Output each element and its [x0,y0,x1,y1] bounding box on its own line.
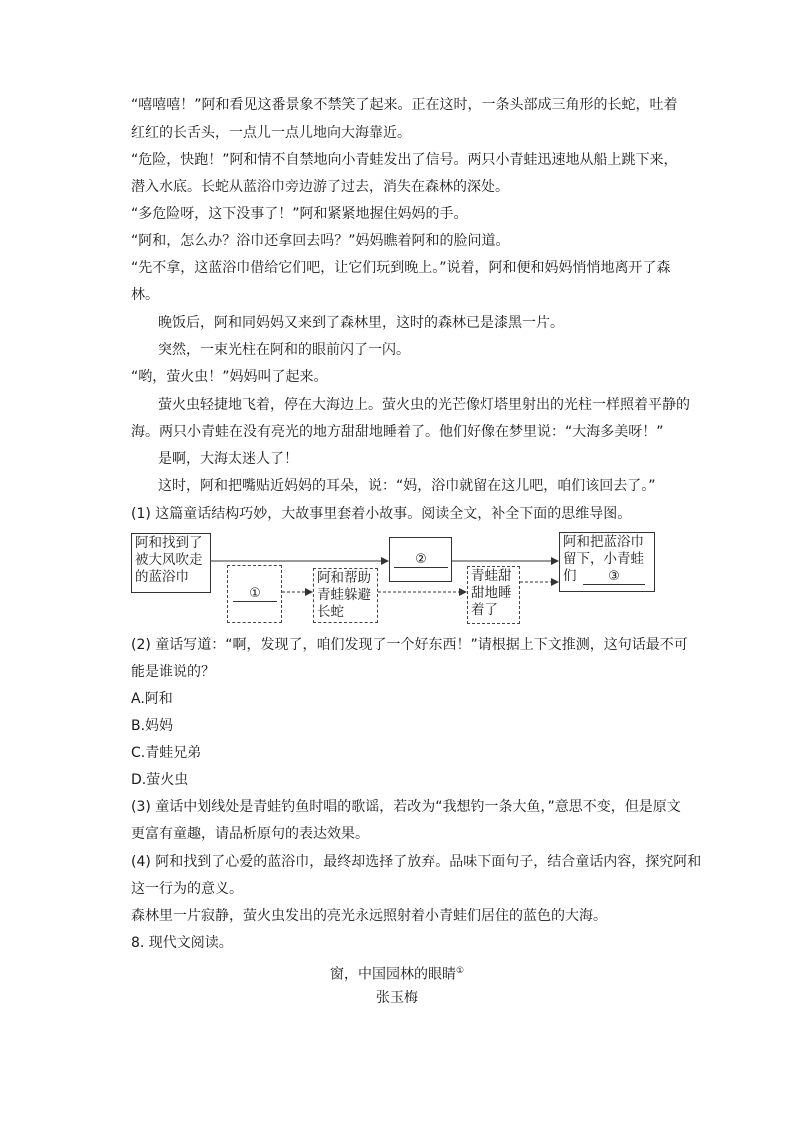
paragraph-line: “先不拿，这蓝浴巾借给它们吧，让它们玩到晚上。”说着，阿和便和妈妈悄悄地离开了森 [131,260,671,276]
question-4-line: (4) 阿和找到了心爱的蓝浴巾，最终却选择了放弃。品味下面句子，结合童话内容，探究阿和 [131,854,702,870]
question-2-line: (2) 童话写道：“啊，发现了，咱们发现了一个好东西！”请根据上下文推测，这句话最不可 [131,637,688,653]
paragraph-line: “哟，萤火虫！”妈妈叫了起来。 [131,369,328,385]
article-title [0,962,794,984]
footnote-marker[interactable]: ① [455,966,465,976]
box-text: 长蛇 [317,604,344,620]
mindmap-end-box [559,532,655,592]
question-4-quote: 森林里一片寂静，萤火虫发出的亮光永远照射着小青蛙们居住的蓝色的大海。 [131,908,607,924]
blank-1[interactable]: ① [233,586,277,602]
paragraph-line: “嘻嘻嘻！”阿和看见这番景象不禁笑了起来。正在这时，一条头部成三角形的长蛇，吐着 [131,97,678,113]
box-text: 们 [563,568,577,584]
blank-3[interactable]: ③ [583,569,645,585]
section-8-heading: 8. 现代文阅读。 [131,935,233,951]
paragraph-line: 红红的长舌头，一点儿一点儿地向大海靠近。 [131,125,411,141]
mindmap-help-box [313,568,378,623]
box-text: 阿和找到了 [135,535,203,551]
paragraph-line: 是啊，大海太迷人了！ [158,451,298,467]
paragraph-line: 晚饭后，阿和同妈妈又来到了森林里，这时的森林已是漆黑一片。 [158,315,564,331]
option-d[interactable]: D.萤火虫 [131,772,189,788]
option-a[interactable]: A.阿和 [131,691,173,707]
mindmap-blank-1-box [227,565,282,623]
mindmap-start-box [131,533,211,593]
option-c[interactable]: C.青蛙兄弟 [131,745,202,761]
question-3-line: (3) 童话中划线处是青蛙钓鱼时唱的歌谣，若改为“我想钓一条大鱼，”意思不变，但是原文 [131,799,681,815]
paragraph-line: 萤火虫轻捷地飞着，停在大海边上。萤火虫的光芒像灯塔里射出的光柱一样照着平静的 [158,397,690,413]
box-text: 青蛙躲避 [317,587,371,603]
box-text: 着了 [471,602,498,618]
paragraph-line: 海。两只小青蛙在没有亮光的地方甜甜地睡着了。他们好像在梦里说：“大海多美呀！” [131,424,664,440]
paragraph-line: “危险，快跑！”阿和情不自禁地向小青蛙发出了信号。两只小青蛙迅速地从船上跳下来， [131,152,678,168]
option-b[interactable]: B.妈妈 [131,718,174,734]
paragraph-line: 这时，阿和把嘴贴近妈妈的耳朵，说：“妈，浴巾就留在这儿吧，咱们该回去了。” [158,478,656,494]
question-2-line: 能是谁说的？ [131,664,215,680]
box-text: 青蛙甜 [471,568,512,584]
box-text-row [563,568,651,585]
box-text: 的蓝浴巾 [135,569,189,585]
paragraph-line: 突然，一束光柱在阿和的眼前闪了一闪。 [158,342,410,358]
article-title-text: 窗，中国园林的眼睛 [329,966,456,983]
article-author: 张玉梅 [376,990,418,1006]
box-text: 阿和帮助 [317,570,371,586]
mindmap-sleep-box [467,566,520,624]
box-text: 留下，小青蛙 [563,551,644,567]
box-text: 被大风吹走 [135,552,203,568]
box-text: 甜地睡 [471,585,512,601]
paragraph-line: 林。 [131,287,159,303]
mindmap-blank-2-box [389,537,452,582]
paragraph-line: 潜入水底。长蛇从蓝浴巾旁边游了过去，消失在森林的深处。 [131,179,509,195]
question-1: (1) 这篇童话结构巧妙，大故事里套着小故事。阅读全文，补全下面的思维导图。 [131,506,632,522]
paragraph-line: “多危险呀，这下没事了！”阿和紧紧地握住妈妈的手。 [131,206,468,222]
box-text: 阿和把蓝浴巾 [563,534,644,550]
question-3-line: 更富有童趣，请品析原句的表达效果。 [131,826,369,842]
blank-2[interactable]: ② [394,552,448,568]
paragraph-line: “阿和，怎么办？浴巾还拿回去吗？”妈妈瞧着阿和的脸问道。 [131,233,510,249]
question-4-line: 这一行为的意义。 [131,881,243,897]
